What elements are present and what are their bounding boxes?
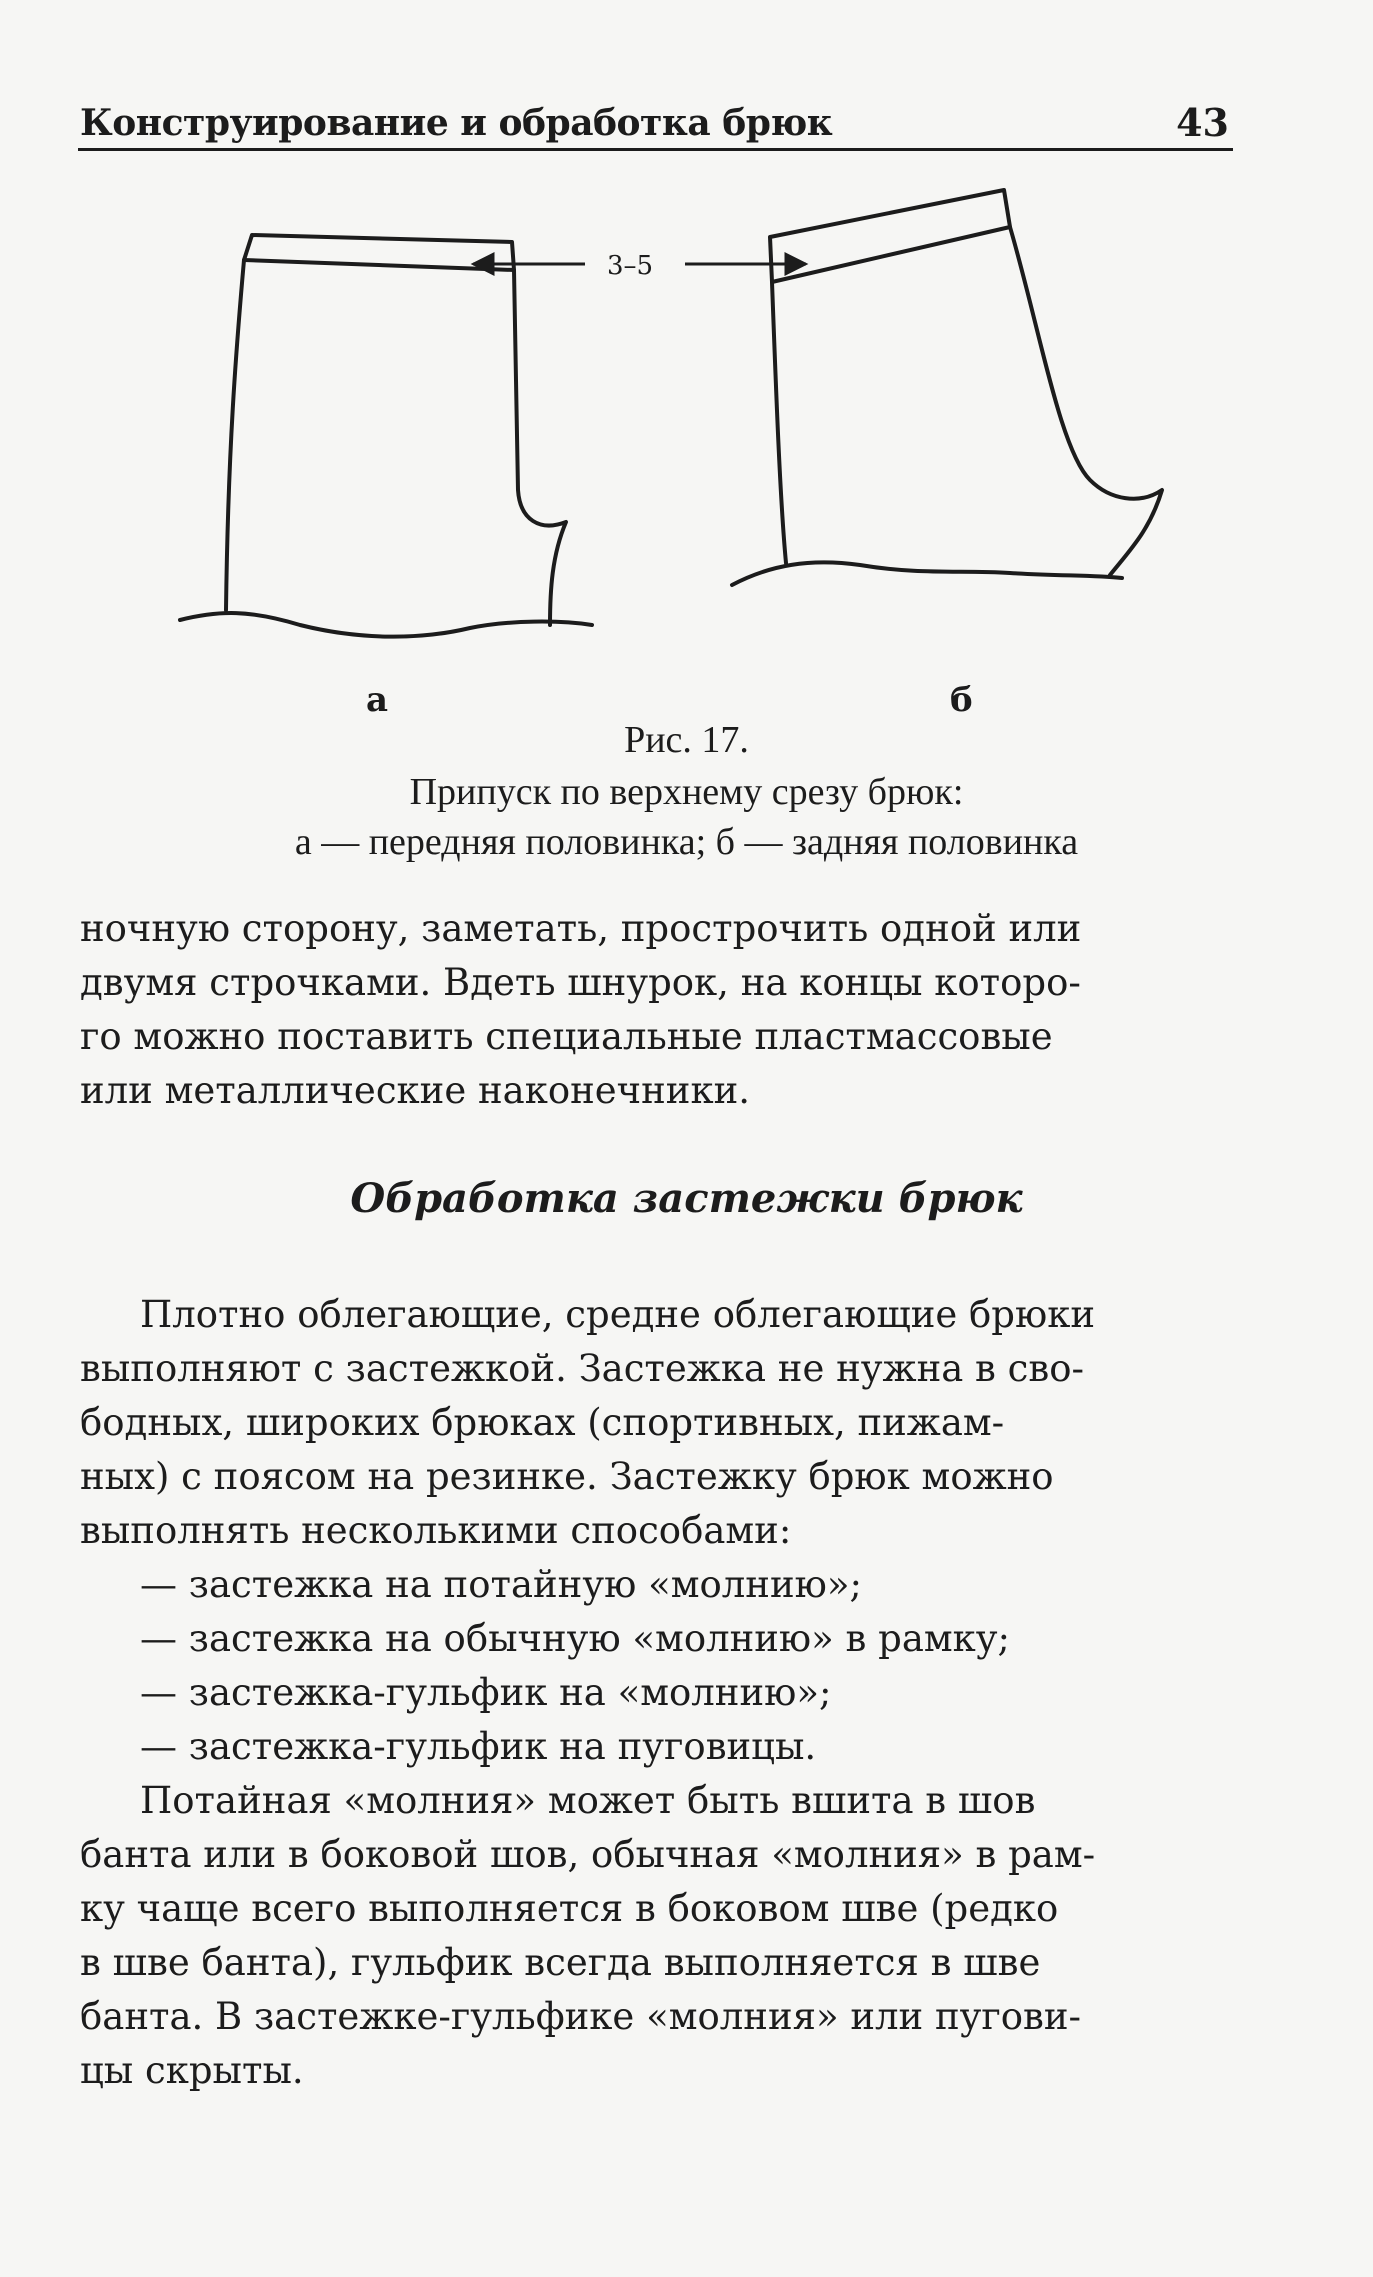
text-line: банта или в боковой шов, обычная «молния» в рам-: [80, 1833, 1096, 1876]
figure-caption-line2: а — передняя половинка; б — задняя половинка: [294, 821, 1079, 863]
trouser-pattern-figure: [0, 170, 1373, 670]
page-number: 43: [1176, 100, 1229, 145]
back-outline: [772, 227, 1162, 575]
text-line: в шве банта), гульфик всегда выполняется в шве: [80, 1941, 1041, 1984]
text-line: или металлические наконечники.: [80, 1069, 750, 1112]
section-heading: Обработка застежки брюк: [350, 1175, 1023, 1222]
text-line: Плотно облегающие, средне облегающие брюки: [140, 1293, 1095, 1336]
text-line: банта. В застежке-гульфике «молния» или пугови-: [80, 1995, 1082, 2038]
running-header: [78, 98, 1233, 151]
list-item: — застежка-гульфик на пуговицы.: [140, 1725, 817, 1768]
front-outline: [226, 260, 566, 625]
text-line: ку чаще всего выполняется в боковом шве (редко: [80, 1887, 1059, 1930]
label-b: б: [950, 680, 973, 720]
back-cut-wave: [732, 562, 1122, 585]
text-line: выполняют с застежкой. Застежка не нужна в сво-: [80, 1347, 1084, 1390]
paragraph-1: [80, 902, 1230, 1118]
text-line: цы скрыты.: [80, 2049, 304, 2092]
back-half-drawing: [732, 190, 1162, 585]
figure-caption-title: Рис. 17.: [624, 719, 749, 761]
dimension-label: 3–5: [606, 251, 654, 281]
text-line: бодных, широких брюках (спортивных, пижам-: [80, 1401, 1005, 1444]
paragraph-2: [80, 1288, 1230, 2098]
text-line: двумя строчками. Вдеть шнурок, на концы которо-: [80, 961, 1081, 1004]
text-line: выполнять несколькими способами:: [80, 1509, 792, 1552]
list-item: — застежка-гульфик на «молнию»;: [140, 1671, 832, 1714]
front-cut-wave: [180, 613, 592, 637]
text-line: ных) с поясом на резинке. Застежку брюк можно: [80, 1455, 1054, 1498]
text-line: ночную сторону, заметать, прострочить одной или: [80, 907, 1082, 950]
text-line: го можно поставить специальные пластмассовые: [80, 1015, 1053, 1058]
front-half-drawing: [180, 235, 592, 637]
header-title: Конструирование и обработка брюк: [80, 102, 833, 144]
figure-caption-line1: Припуск по верхнему срезу брюк:: [409, 771, 964, 813]
label-a: а: [366, 680, 389, 720]
list-item: — застежка на обычную «молнию» в рамку;: [140, 1617, 1011, 1660]
list-item: — застежка на потайную «молнию»;: [140, 1563, 862, 1606]
text-line: Потайная «молния» может быть вшита в шов: [140, 1779, 1036, 1822]
back-waistband: [770, 190, 1010, 282]
